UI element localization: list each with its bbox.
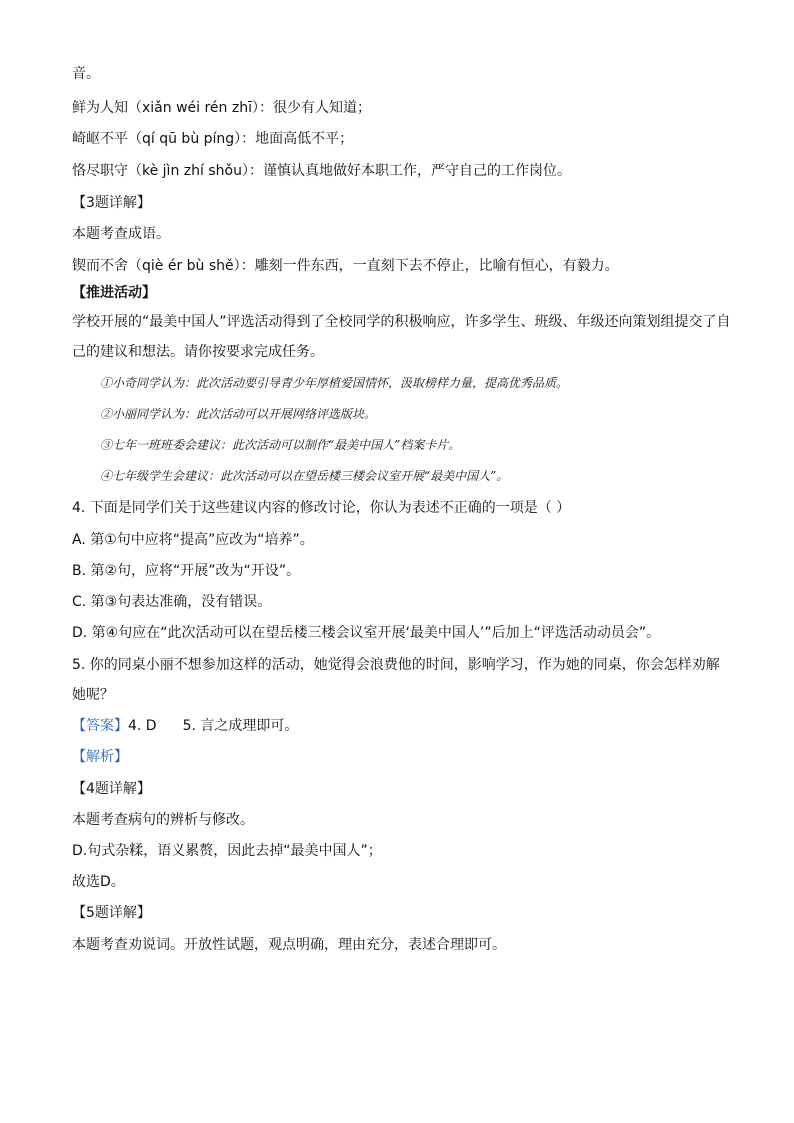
text-line: 鲜为人知（xiǎn wéi rén zhī）：很少有人知道；: [72, 100, 371, 116]
suggestion-item: ①小奇同学认为：此次活动要引导青少年厚植爱国情怀，汲取榜样力量，提高优秀品质。: [100, 376, 569, 390]
suggestion-item: ②小丽同学认为：此次活动可以开展网络评选版块。: [100, 407, 377, 421]
text-line: D.句式杂糅，语义累赘，因此去掉“最美中国人”；: [72, 843, 382, 859]
text-line: 故选D。: [72, 874, 125, 890]
text-line: 恪尽职守（kè jìn zhí shǒu）：谨慎认真地做好本职工作，严守自己的工作岗位。: [72, 163, 571, 179]
option-c: C. 第③句表达准确，没有错误。: [72, 594, 272, 610]
answer-label: 【答案】: [72, 718, 128, 734]
text-line: 崎岖不平（qí qū bù píng）：地面高低不平；: [72, 131, 354, 147]
detail-4-title: 【4题详解】: [72, 781, 151, 797]
text-line: 音。: [72, 66, 100, 82]
option-b: B. 第②句，应将“开展”改为“开设”。: [72, 563, 301, 579]
option-d: D. 第④句应在“此次活动可以在望岳楼三楼会议室开展‘最美中国人’”后加上“评选活动动员会”。: [72, 625, 661, 641]
answer-line: [72, 716, 298, 736]
analysis-label: 【解析】: [72, 749, 128, 765]
section-heading: 【3题详解】: [72, 195, 151, 211]
text-line: 锲而不舍（qiè ér bù shě）：雕刻一件东西，一直刻下去不停止，比喻有恒心，有毅力。: [72, 258, 619, 274]
text-line: 本题考查劝说词。开放性试题，观点明确，理由充分，表述合理即可。: [72, 937, 506, 953]
text-line: 本题考查成语。: [72, 226, 170, 242]
question-4-stem: 4. 下面是同学们关于这些建议内容的修改讨论，你认为表述不正确的一项是（ ）: [72, 500, 571, 516]
answer-4: 4. D: [128, 718, 157, 734]
intro-paragraph: 学校开展的“最美中国人”评选活动得到了全校同学的积极响应，许多学生、班级、年级还向策划组提交了自己的建议和想法。请你按要求完成任务。: [72, 314, 731, 360]
suggestion-item: ④七年级学生会建议：此次活动可以在望岳楼三楼会议室开展“最美中国人”。: [100, 469, 509, 483]
suggestion-item: ③七年一班班委会建议：此次活动可以制作“最美中国人”档案卡片。: [100, 438, 461, 452]
section-title: 【推进活动】: [72, 285, 156, 301]
detail-5-title: 【5题详解】: [72, 905, 151, 921]
question-5: 5. 你的同桌小丽不想参加这样的活动，她觉得会浪费他的时间，影响学习，作为她的同桌，你会怎样劝解她呢？: [72, 657, 720, 703]
option-a: A. 第①句中应将“提高”应改为“培养”。: [72, 532, 314, 548]
text-line: 本题考查病句的辨析与修改。: [72, 812, 254, 828]
answer-5: 5. 言之成理即可。: [182, 718, 299, 734]
